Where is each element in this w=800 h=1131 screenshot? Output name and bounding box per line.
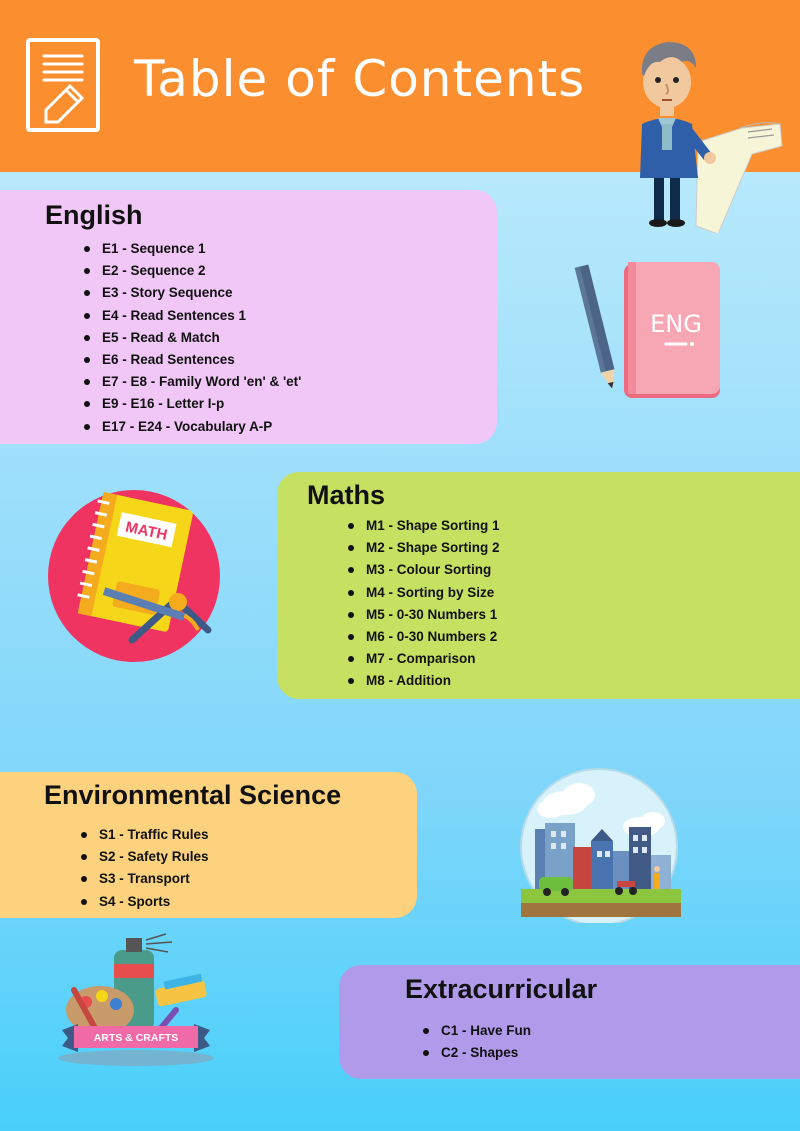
list-item[interactable]: E4 - Read Sentences 1 bbox=[102, 305, 301, 327]
page-title: Table of Contents bbox=[134, 50, 586, 108]
math-book-label: MATH bbox=[123, 518, 169, 544]
list-item[interactable]: M3 - Colour Sorting bbox=[366, 559, 500, 581]
extracurricular-heading: Extracurricular bbox=[405, 974, 598, 1004]
extracurricular-section bbox=[339, 965, 800, 1079]
list-item[interactable]: M7 - Comparison bbox=[366, 648, 500, 670]
list-item[interactable]: S3 - Transport bbox=[99, 868, 209, 890]
english-list bbox=[102, 238, 301, 438]
document-edit-icon bbox=[26, 38, 100, 132]
english-section bbox=[0, 190, 497, 444]
list-item[interactable]: E6 - Read Sentences bbox=[102, 349, 301, 371]
list-item[interactable]: E7 - E8 - Family Word 'en' & 'et' bbox=[102, 371, 301, 393]
list-item[interactable]: M1 - Shape Sorting 1 bbox=[366, 515, 500, 537]
extracurricular-list bbox=[441, 1020, 531, 1064]
list-item[interactable]: E3 - Story Sequence bbox=[102, 282, 301, 304]
maths-section bbox=[277, 472, 800, 699]
city-illustration bbox=[515, 765, 687, 923]
list-item[interactable]: C1 - Have Fun bbox=[441, 1020, 531, 1042]
arts-banner-label: ARTS & CRAFTS bbox=[93, 1032, 179, 1044]
list-item[interactable]: E9 - E16 - Letter I-p bbox=[102, 393, 301, 415]
list-item[interactable]: M4 - Sorting by Size bbox=[366, 582, 500, 604]
math-book-illustration bbox=[48, 490, 228, 670]
eng-notebook-illustration bbox=[568, 258, 724, 404]
list-item[interactable]: M5 - 0-30 Numbers 1 bbox=[366, 604, 500, 626]
list-item[interactable]: S1 - Traffic Rules bbox=[99, 824, 209, 846]
list-item[interactable]: E17 - E24 - Vocabulary A-P bbox=[102, 416, 301, 438]
list-item[interactable]: E5 - Read & Match bbox=[102, 327, 301, 349]
maths-list bbox=[366, 515, 500, 693]
list-item[interactable]: M6 - 0-30 Numbers 2 bbox=[366, 626, 500, 648]
maths-heading: Maths bbox=[307, 480, 386, 510]
env-science-section bbox=[0, 772, 417, 918]
list-item[interactable]: M2 - Shape Sorting 2 bbox=[366, 537, 500, 559]
list-item[interactable]: C2 - Shapes bbox=[441, 1042, 531, 1064]
english-heading: English bbox=[45, 200, 143, 230]
list-item[interactable]: M8 - Addition bbox=[366, 670, 500, 692]
list-item[interactable]: S2 - Safety Rules bbox=[99, 846, 209, 868]
notebook-label: ENG bbox=[650, 310, 702, 338]
arts-crafts-illustration bbox=[56, 930, 216, 1070]
list-item[interactable]: S4 - Sports bbox=[99, 891, 209, 913]
list-item[interactable]: E2 - Sequence 2 bbox=[102, 260, 301, 282]
env-science-heading: Environmental Science bbox=[44, 780, 342, 810]
teacher-reading-illustration bbox=[612, 28, 792, 233]
list-item[interactable]: E1 - Sequence 1 bbox=[102, 238, 301, 260]
env-science-list bbox=[99, 824, 209, 913]
